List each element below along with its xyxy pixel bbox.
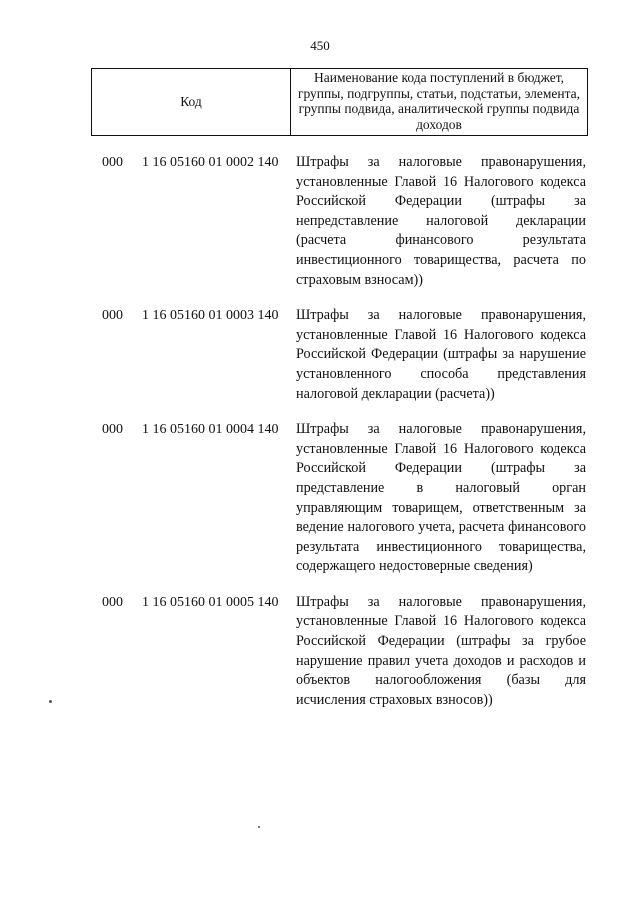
- revenue-description: Штрафы за налоговые правонарушения, установленные Главой 16 Налогового кодекса Российской Федерации (штрафы за непредставление налоговой декларации (расчета финансового результата инвестиционного товарищества, расчета по страховым взносам)): [296, 154, 586, 288]
- revenue-code-list: [0, 153, 640, 726]
- admin-code: 000: [102, 155, 123, 170]
- revenue-description: Штрафы за налоговые правонарушения, установленные Главой 16 Налогового кодекса Российской Федерации (штрафы за представление в налоговый орган управляющим товарищем, ответственным за ведение налогового учета, расчета финансового результата инвестиционного товарищества, содержащего недостоверные сведения): [296, 421, 586, 575]
- header-name-label: Наименование кода поступлений в бюджет, группы, подгруппы, статьи, подстатьи, элемента, группы подвида, аналитической группы подвида доходов: [297, 70, 581, 132]
- revenue-code: 1 16 05160 01 0003 140: [142, 308, 279, 324]
- admin-code: 000: [102, 422, 123, 438]
- admin-code: 000: [102, 308, 123, 324]
- revenue-code: 1 16 05160 01 0005 140: [142, 594, 279, 610]
- scan-speck: [258, 826, 260, 828]
- table-row: [0, 306, 640, 404]
- revenue-code: 1 16 05160 01 0002 140: [142, 155, 279, 170]
- scan-speck: [49, 700, 52, 703]
- revenue-code: 1 16 05160 01 0004 140: [142, 422, 279, 438]
- table-row: [0, 593, 640, 711]
- admin-code: 000: [102, 594, 123, 610]
- revenue-description: Штрафы за налоговые правонарушения, установленные Главой 16 Налогового кодекса Российской Федерации (штрафы за нарушение установленного способа представления налоговой декларации (расчета)): [296, 307, 586, 402]
- page-number: 450: [310, 38, 330, 53]
- revenue-description: Штрафы за налоговые правонарушения, установленные Главой 16 Налогового кодекса Российской Федерации (штрафы за грубое нарушение правил учета доходов и расходов и объектов налогообложения (базы для исчисления страховых взносов)): [296, 593, 586, 708]
- table-row: [0, 153, 640, 290]
- header-code-label: Код: [92, 69, 291, 135]
- table-row: [0, 420, 640, 577]
- table-header: [91, 68, 588, 136]
